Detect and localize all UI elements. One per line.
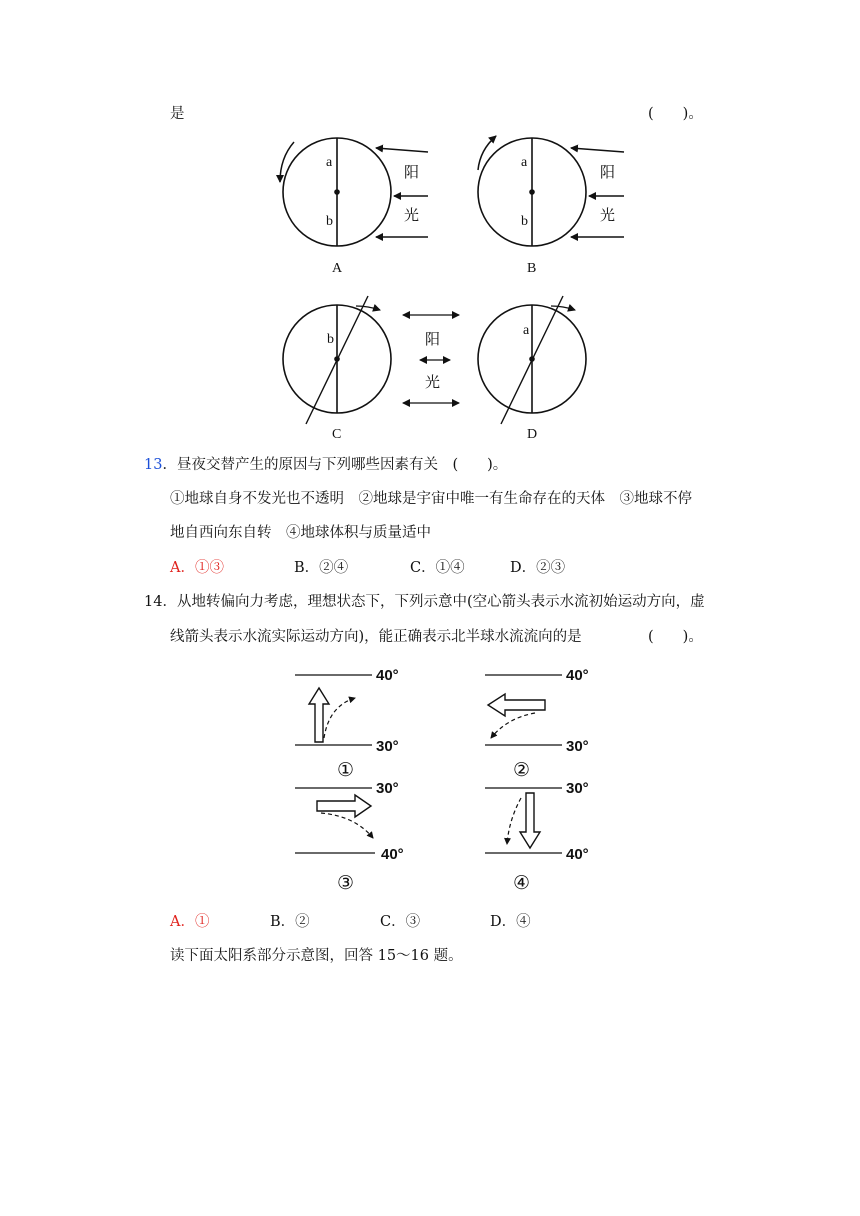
point-b-label: b (521, 214, 528, 229)
diagram-1-label: ① (337, 760, 355, 781)
diagram-3 (295, 780, 404, 894)
diagram-1 (295, 667, 399, 781)
sunlight-label-1: 阳 (600, 165, 616, 181)
diagram-2-label: ② (513, 760, 531, 781)
initial-direction-arrow-icon (317, 795, 371, 817)
point-b-label: b (326, 214, 333, 229)
sunlight-label-2: 光 (404, 208, 420, 224)
initial-direction-arrow-icon (488, 694, 545, 716)
q13-options-line-2: 地自西向东自转 ④地球体积与质量适中 (170, 525, 431, 541)
actual-direction-arrow-icon (321, 813, 373, 838)
sunlight-arrows (403, 315, 459, 403)
question-14-stem-line-1 (144, 592, 705, 612)
choice-letter-a: A (170, 560, 181, 576)
diagram-b-label: B (527, 261, 537, 276)
point-b-label: b (327, 332, 334, 347)
sunlight-label-1: 阳 (404, 165, 420, 181)
question-text: ．昼夜交替产生的原因与下列哪些因素有关 ( )。 (162, 457, 508, 473)
latitude-40-label: 40° (381, 846, 404, 863)
latitude-40-label: 40° (376, 667, 399, 684)
q13-choice-d: D．②③ (510, 560, 566, 576)
latitude-30-label: 30° (376, 780, 399, 797)
latitude-30-label: 30° (566, 738, 589, 755)
q14-choice-c: C．③ (380, 914, 421, 930)
latitude-30-label: 30° (566, 780, 589, 797)
intro-text: 是 (170, 106, 185, 122)
sunlight-label-2: 光 (600, 208, 616, 224)
latitude-40-label: 40° (566, 667, 589, 684)
diagram-3-label: ③ (337, 873, 355, 894)
point-a-label: a (521, 155, 528, 170)
deflection-figure (285, 660, 605, 900)
diagram-b (478, 136, 624, 276)
diagram-a (280, 138, 428, 276)
q13-choice-a (170, 558, 224, 578)
diagram-4-label: ④ (513, 873, 531, 894)
diagram-d-label: D (527, 427, 538, 442)
choice-letter-a: A (170, 914, 181, 930)
actual-direction-arrow-icon (491, 713, 535, 738)
q14-choice-d: D．④ (490, 914, 531, 930)
answer-paren: ( )。 (648, 629, 703, 645)
question-14-stem-line-2: 线箭头表示水流实际运动方向)，能正确表示北半球水流流向的是 (170, 629, 582, 645)
answer-paren: ( )。 (648, 106, 703, 122)
initial-direction-arrow-icon (309, 688, 329, 742)
sunlight-label-1: 阳 (425, 332, 441, 348)
actual-direction-arrow-icon (507, 798, 521, 844)
earth-rotation-figure (260, 130, 640, 450)
question-13-stem (144, 455, 507, 475)
point-a-label: a (523, 323, 530, 338)
latitude-30-label: 30° (376, 738, 399, 755)
q14-choice-b: B．② (270, 914, 310, 930)
next-question-instruction: 读下面太阳系部分示意图，回答 15～16 题。 (170, 948, 463, 964)
point-a-label: a (326, 155, 333, 170)
rotation-arrow-icon (478, 136, 496, 170)
sunlight-label-2: 光 (425, 375, 441, 391)
question-number: 14． (144, 594, 177, 610)
question-number: 13 (144, 457, 163, 473)
initial-direction-arrow-icon (520, 793, 540, 848)
latitude-40-label: 40° (566, 846, 589, 863)
q13-choice-b: B．②④ (294, 560, 349, 576)
choice-text-a: ．①③ (180, 560, 224, 576)
q13-choice-c: C．①④ (410, 560, 465, 576)
diagram-4 (485, 780, 589, 894)
diagram-a-label: A (332, 261, 343, 276)
choice-text-a: ．① (180, 914, 210, 930)
diagram-d (478, 296, 586, 442)
q13-options-line-1: ①地球自身不发光也不透明 ②地球是宇宙中唯一有生命存在的天体 ③地球不停 (170, 491, 692, 507)
question-text: 从地转偏向力考虑，理想状态下，下列示意中(空心箭头表示水流初始运动方向，虚 (176, 594, 705, 610)
diagram-2 (485, 667, 589, 781)
diagram-c (283, 296, 391, 442)
q14-choice-a (170, 912, 209, 932)
diagram-c-label: C (332, 427, 342, 442)
